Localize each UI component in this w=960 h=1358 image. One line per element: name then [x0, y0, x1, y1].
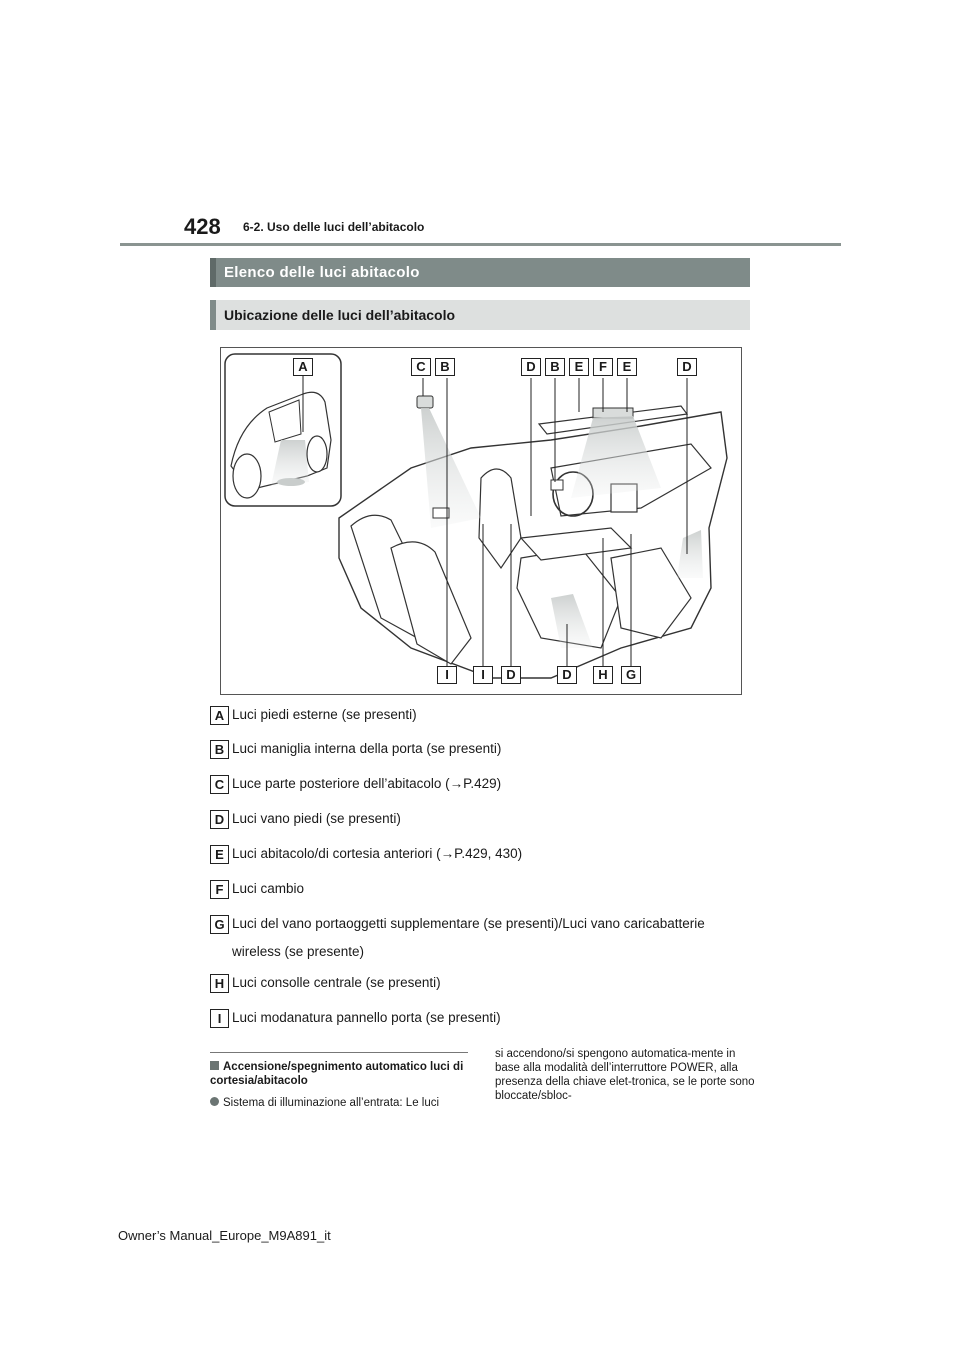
title-stripe	[210, 258, 216, 287]
legend-text: Luce parte posteriore dell’abitacolo (→P.429)	[232, 776, 502, 791]
callout-c: C	[411, 358, 431, 376]
legend-key: C	[210, 775, 229, 794]
circle-bullet-icon	[210, 1097, 219, 1106]
legend-key: I	[210, 1009, 229, 1028]
callout-e: E	[617, 358, 637, 376]
section-header: 6-2. Uso delle luci dell’abitacolo	[243, 220, 425, 234]
callout-h: H	[593, 666, 613, 684]
legend-text: Luci consolle centrale (se presenti)	[232, 975, 441, 990]
legend-text: Luci modanatura pannello porta (se presenti)	[232, 1010, 501, 1025]
callout-d: D	[521, 358, 541, 376]
callout-e: E	[569, 358, 589, 376]
callout-i: I	[437, 666, 457, 684]
legend-text: Luci piedi esterne (se presenti)	[232, 707, 417, 722]
note-heading	[210, 1060, 472, 1088]
legend-key: G	[210, 915, 229, 934]
legend-key: A	[210, 706, 229, 725]
callout-b: B	[435, 358, 455, 376]
note-bullet-text: Sistema di illuminazione all’entrata: Le luci	[223, 1097, 440, 1109]
callout-d: D	[677, 358, 697, 376]
legend-text: Luci maniglia interna della porta (se presenti)	[232, 741, 502, 756]
title-bar	[210, 258, 750, 287]
square-bullet-icon	[210, 1061, 219, 1070]
legend-text: Luci vano piedi (se presenti)	[232, 811, 401, 826]
page-subtitle: Ubicazione delle luci dell’abitacolo	[224, 307, 456, 323]
legend-text: Luci del vano portaoggetti supplementare (se presenti)/Luci vano caricabatterie	[232, 916, 705, 931]
legend-text: Luci abitacolo/di cortesia anteriori (→P.429, 430)	[232, 846, 523, 861]
subtitle-bar	[210, 300, 750, 330]
subtitle-stripe	[210, 300, 216, 330]
legend-text: Luci cambio	[232, 881, 305, 896]
note-divider	[210, 1052, 468, 1053]
note-heading-text: Accensione/spegnimento automatico luci di cortesia/abitacolo	[210, 1061, 464, 1087]
header-rule	[120, 243, 841, 246]
callout-g: G	[621, 666, 641, 684]
note-right-column: si accendono/si spengono automatica-mente in base alla modalità dell’interruttore POWER, alla presenza della chiave elet-tronica, se le porte sono bloccate/sbloc-	[495, 1048, 755, 1102]
page-number: 428	[184, 214, 221, 239]
callout-d: D	[501, 666, 521, 684]
callout-b: B	[545, 358, 565, 376]
callout-d: D	[557, 666, 577, 684]
callout-a: A	[293, 358, 313, 376]
legend-key: D	[210, 810, 229, 829]
callout-f: F	[593, 358, 613, 376]
legend-key: E	[210, 845, 229, 864]
legend-text-continuation: wireless (se presente)	[232, 944, 365, 959]
footer: Owner’s Manual_Europe_M9A891_it	[118, 1228, 331, 1243]
legend-key: H	[210, 974, 229, 993]
interior-lights-figure	[220, 347, 742, 695]
note-bullet	[210, 1096, 480, 1110]
callout-i: I	[473, 666, 493, 684]
legend-key: B	[210, 740, 229, 759]
legend-key: F	[210, 880, 229, 899]
car-interior-illustration	[221, 348, 741, 694]
page-title: Elenco delle luci abitacolo	[224, 264, 420, 281]
